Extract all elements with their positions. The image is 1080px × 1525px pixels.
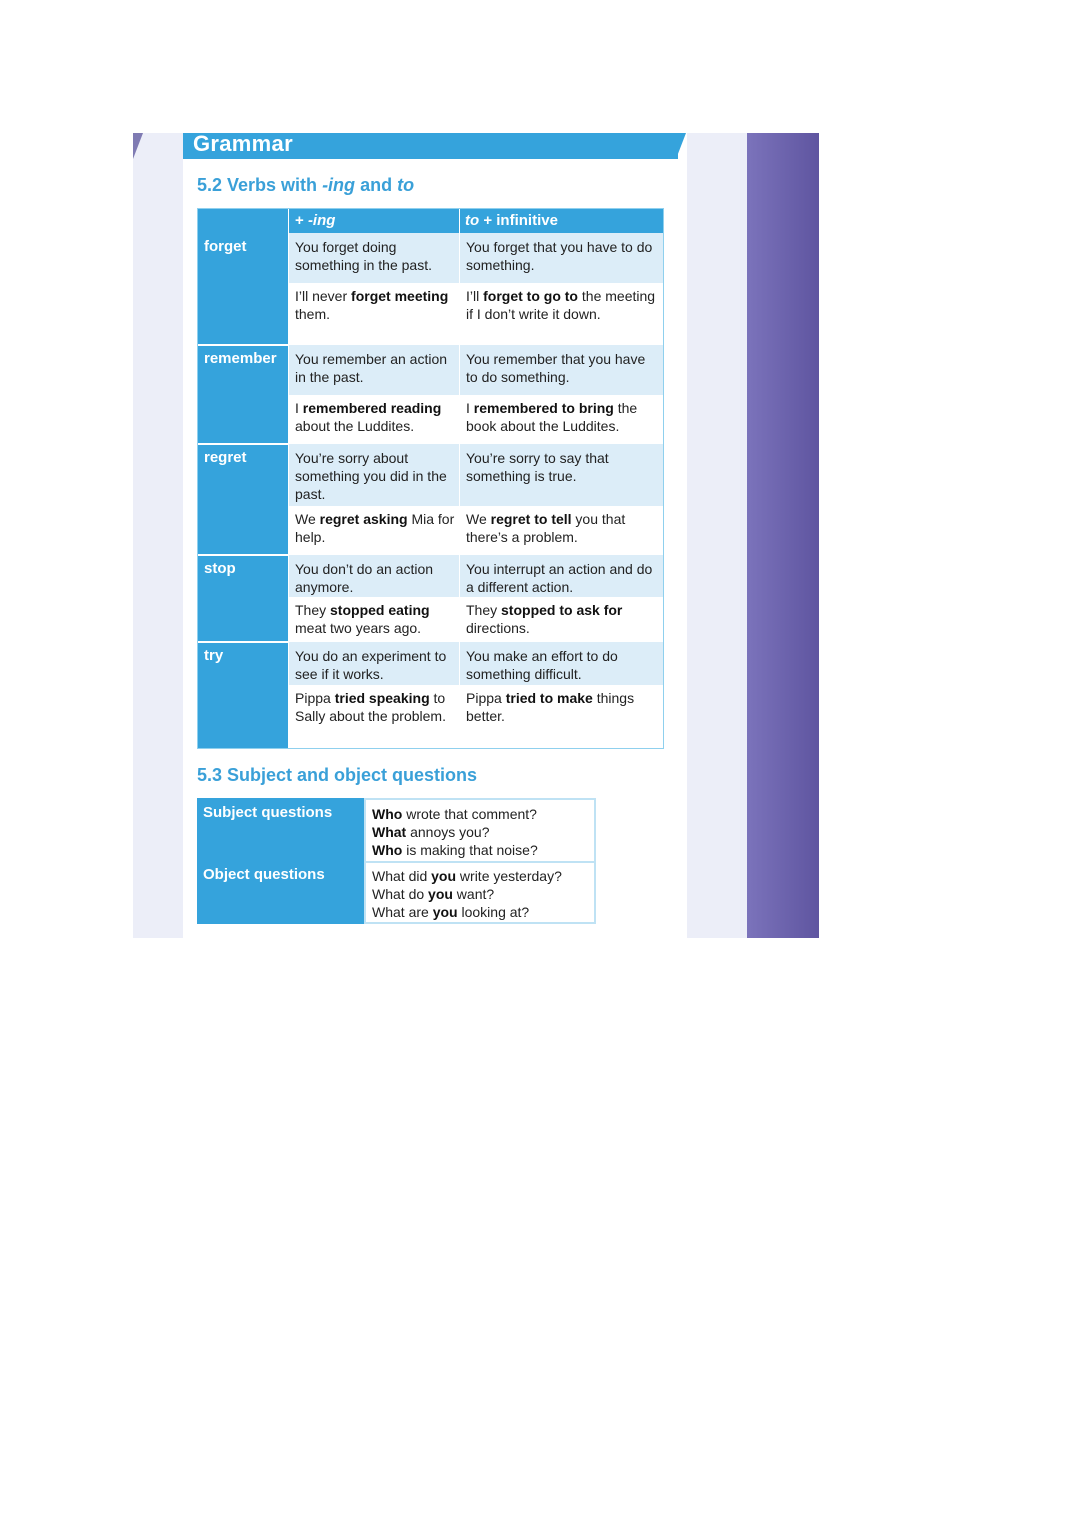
verb-separator xyxy=(198,344,288,346)
to-example: I’ll forget to go to the meeting if I don’t write it down. xyxy=(466,288,656,322)
object-question: What do you want? xyxy=(372,886,495,902)
header-divider xyxy=(459,209,460,233)
verb-label-stop: stop xyxy=(204,560,236,577)
header-to: to + infinitive xyxy=(465,212,558,229)
subject-questions-label: Subject questions xyxy=(203,804,333,821)
side-band xyxy=(747,133,819,938)
verb-label-remember: remember xyxy=(204,350,277,367)
section-title-verbs xyxy=(197,175,414,196)
questions-divider xyxy=(366,861,594,863)
object-question: What are you looking at? xyxy=(372,904,530,920)
to-example: We regret to tell you that there’s a problem. xyxy=(466,511,626,545)
verb-label-forget: forget xyxy=(204,238,247,255)
ing-example: I remembered reading about the Luddites. xyxy=(295,400,442,434)
to-example: They stopped to ask for directions. xyxy=(466,602,623,636)
column-divider xyxy=(459,233,460,748)
header-ing-text: -ing xyxy=(307,212,336,229)
banner-tail xyxy=(676,133,686,159)
to-example: I remembered to bring the book about the Luddites. xyxy=(466,400,638,434)
ing-definition: You’re sorry about something you did in the past. xyxy=(295,450,447,502)
questions-table xyxy=(197,798,596,924)
section-title-to: to xyxy=(397,175,415,195)
header-to-word: to xyxy=(465,212,480,229)
section-title-and: and xyxy=(355,175,398,195)
to-definition: You’re sorry to say that something is true. xyxy=(466,450,609,484)
corner-mark xyxy=(133,133,143,159)
verb-label-regret: regret xyxy=(204,449,247,466)
object-question: What did you write yesterday? xyxy=(372,868,562,884)
to-example: Pippa tried to make things better. xyxy=(466,690,635,724)
verb-label-column xyxy=(198,209,288,748)
verb-separator xyxy=(198,641,288,643)
verbs-table-header xyxy=(289,209,663,233)
scanned-page xyxy=(133,133,819,938)
ing-definition: You don’t do an action anymore. xyxy=(295,561,434,595)
ing-example: They stopped eating meat two years ago. xyxy=(295,602,430,636)
question-examples xyxy=(364,798,596,924)
object-questions-label: Object questions xyxy=(203,866,325,883)
ing-example: I’ll never forget meeting them. xyxy=(295,288,449,322)
subject-question: Who is making that noise? xyxy=(372,842,538,858)
section-title-prefix: 5.2 Verbs with xyxy=(197,175,323,195)
subject-question: Who wrote that comment? xyxy=(372,806,537,822)
verb-label-try: try xyxy=(204,647,224,664)
header-ing: + -ing xyxy=(295,212,336,229)
verb-separator xyxy=(198,554,288,556)
question-label-column xyxy=(197,798,364,924)
to-definition: You interrupt an action and do a different action. xyxy=(466,561,653,595)
page-title: Grammar xyxy=(193,133,293,156)
ing-definition: You remember an action in the past. xyxy=(295,351,448,385)
verbs-table xyxy=(197,208,664,749)
to-definition: You forget that you have to do something. xyxy=(466,239,653,273)
ing-example: Pippa tried speaking to Sally about the problem. xyxy=(295,690,446,724)
ing-definition: You do an experiment to see if it works. xyxy=(295,648,447,682)
to-definition: You make an effort to do something difficult. xyxy=(466,648,618,682)
ing-example: We regret asking Mia for help. xyxy=(295,511,455,545)
to-definition: You remember that you have to do something. xyxy=(466,351,646,385)
section-title-questions: 5.3 Subject and object questions xyxy=(197,765,478,785)
subject-question: What annoys you? xyxy=(372,824,490,840)
ing-definition: You forget doing something in the past. xyxy=(295,239,432,273)
verb-separator xyxy=(198,443,288,445)
section-title-ing: -ing xyxy=(322,175,356,195)
